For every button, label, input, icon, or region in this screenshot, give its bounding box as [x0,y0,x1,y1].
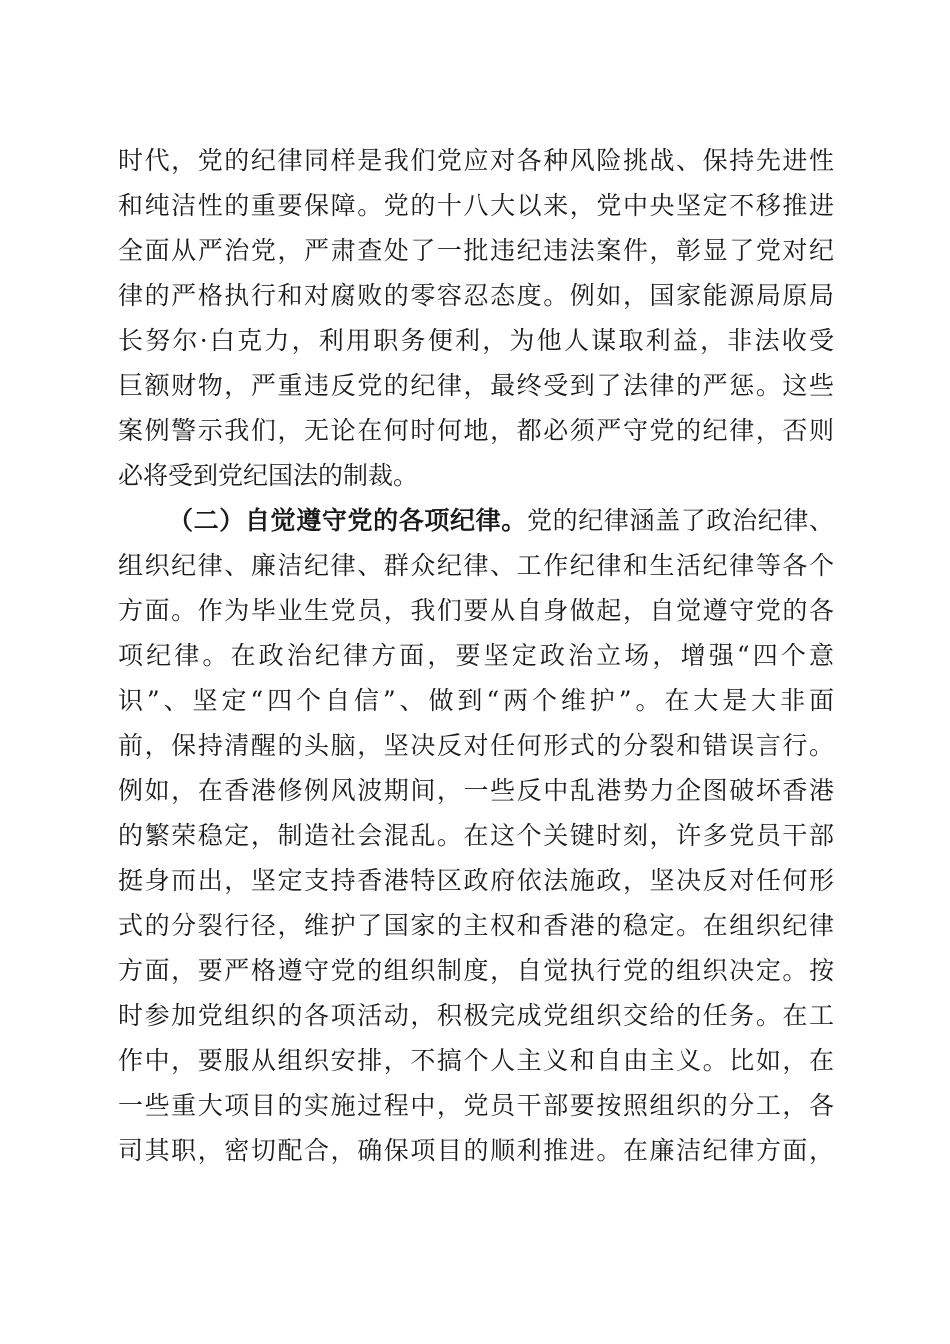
text-line: 方面，要严格遵守党的组织制度，自觉执行党的组织决定。按 [118,956,834,985]
text-line: 方面。作为毕业生党员，我们要从自身做起，自觉遵守党的各 [118,596,834,625]
text-line: 和纯洁性的重要保障。党的十八大以来，党中央坚定不移推进 [118,191,834,220]
document-page [118,138,834,1173]
text-line: 长努尔·白克力，利用职务便利，为他人谋取利益，非法收受 [118,326,834,355]
text-line: 前，保持清醒的头脑，坚决反对任何形式的分裂和错误言行。 [118,731,834,760]
text-line: 组织纪律、廉洁纪律、群众纪律、工作纪律和生活纪律等各个 [118,551,834,580]
text-fragment: 党的纪律涵盖了政治纪律、 [526,506,834,535]
text-line: 律的严格执行和对腐败的零容忍态度。例如，国家能源局原局 [118,281,834,310]
text-line: 挺身而出，坚定支持香港特区政府依法施政，坚决反对任何形 [118,866,834,895]
text-line: 司其职，密切配合，确保项目的顺利推进。在廉洁纪律方面， [118,1136,834,1165]
paragraph-observe-discipline [118,498,834,1173]
text-line: 必将受到党纪国法的制裁。 [118,461,419,490]
text-line: 时参加党组织的各项活动，积极完成党组织交给的任务。在工 [118,1001,834,1030]
paragraph-discipline-cases [118,138,834,498]
text-line: 式的分裂行径，维护了国家的主权和香港的稳定。在组织纪律 [118,911,834,940]
text-line: 的繁荣稳定，制造社会混乱。在这个关键时刻，许多党员干部 [118,821,834,850]
text-line: 例如，在香港修例风波期间，一些反中乱港势力企图破坏香港 [118,776,834,805]
text-line: 项纪律。在政治纪律方面，要坚定政治立场，增强“四个意 [118,641,834,670]
text-line: 识”、坚定“四个自信”、做到“两个维护”。在大是大非面 [118,686,834,715]
text-line: 作中，要服从组织安排，不搞个人主义和自由主义。比如，在 [118,1046,834,1075]
text-line: 巨额财物，严重违反党的纪律，最终受到了法律的严惩。这些 [118,371,834,400]
text-line: 时代，党的纪律同样是我们党应对各种风险挑战、保持先进性 [118,146,834,175]
section-heading: （二）自觉遵守党的各项纪律。 [168,506,527,535]
text-line: 一些重大项目的实施过程中，党员干部要按照组织的分工，各 [118,1091,834,1120]
text-line: 案例警示我们，无论在何时何地，都必须严守党的纪律，否则 [118,416,834,445]
text-line: 全面从严治党，严肃查处了一批违纪违法案件，彰显了党对纪 [118,236,834,265]
text-line-with-heading [118,498,834,543]
